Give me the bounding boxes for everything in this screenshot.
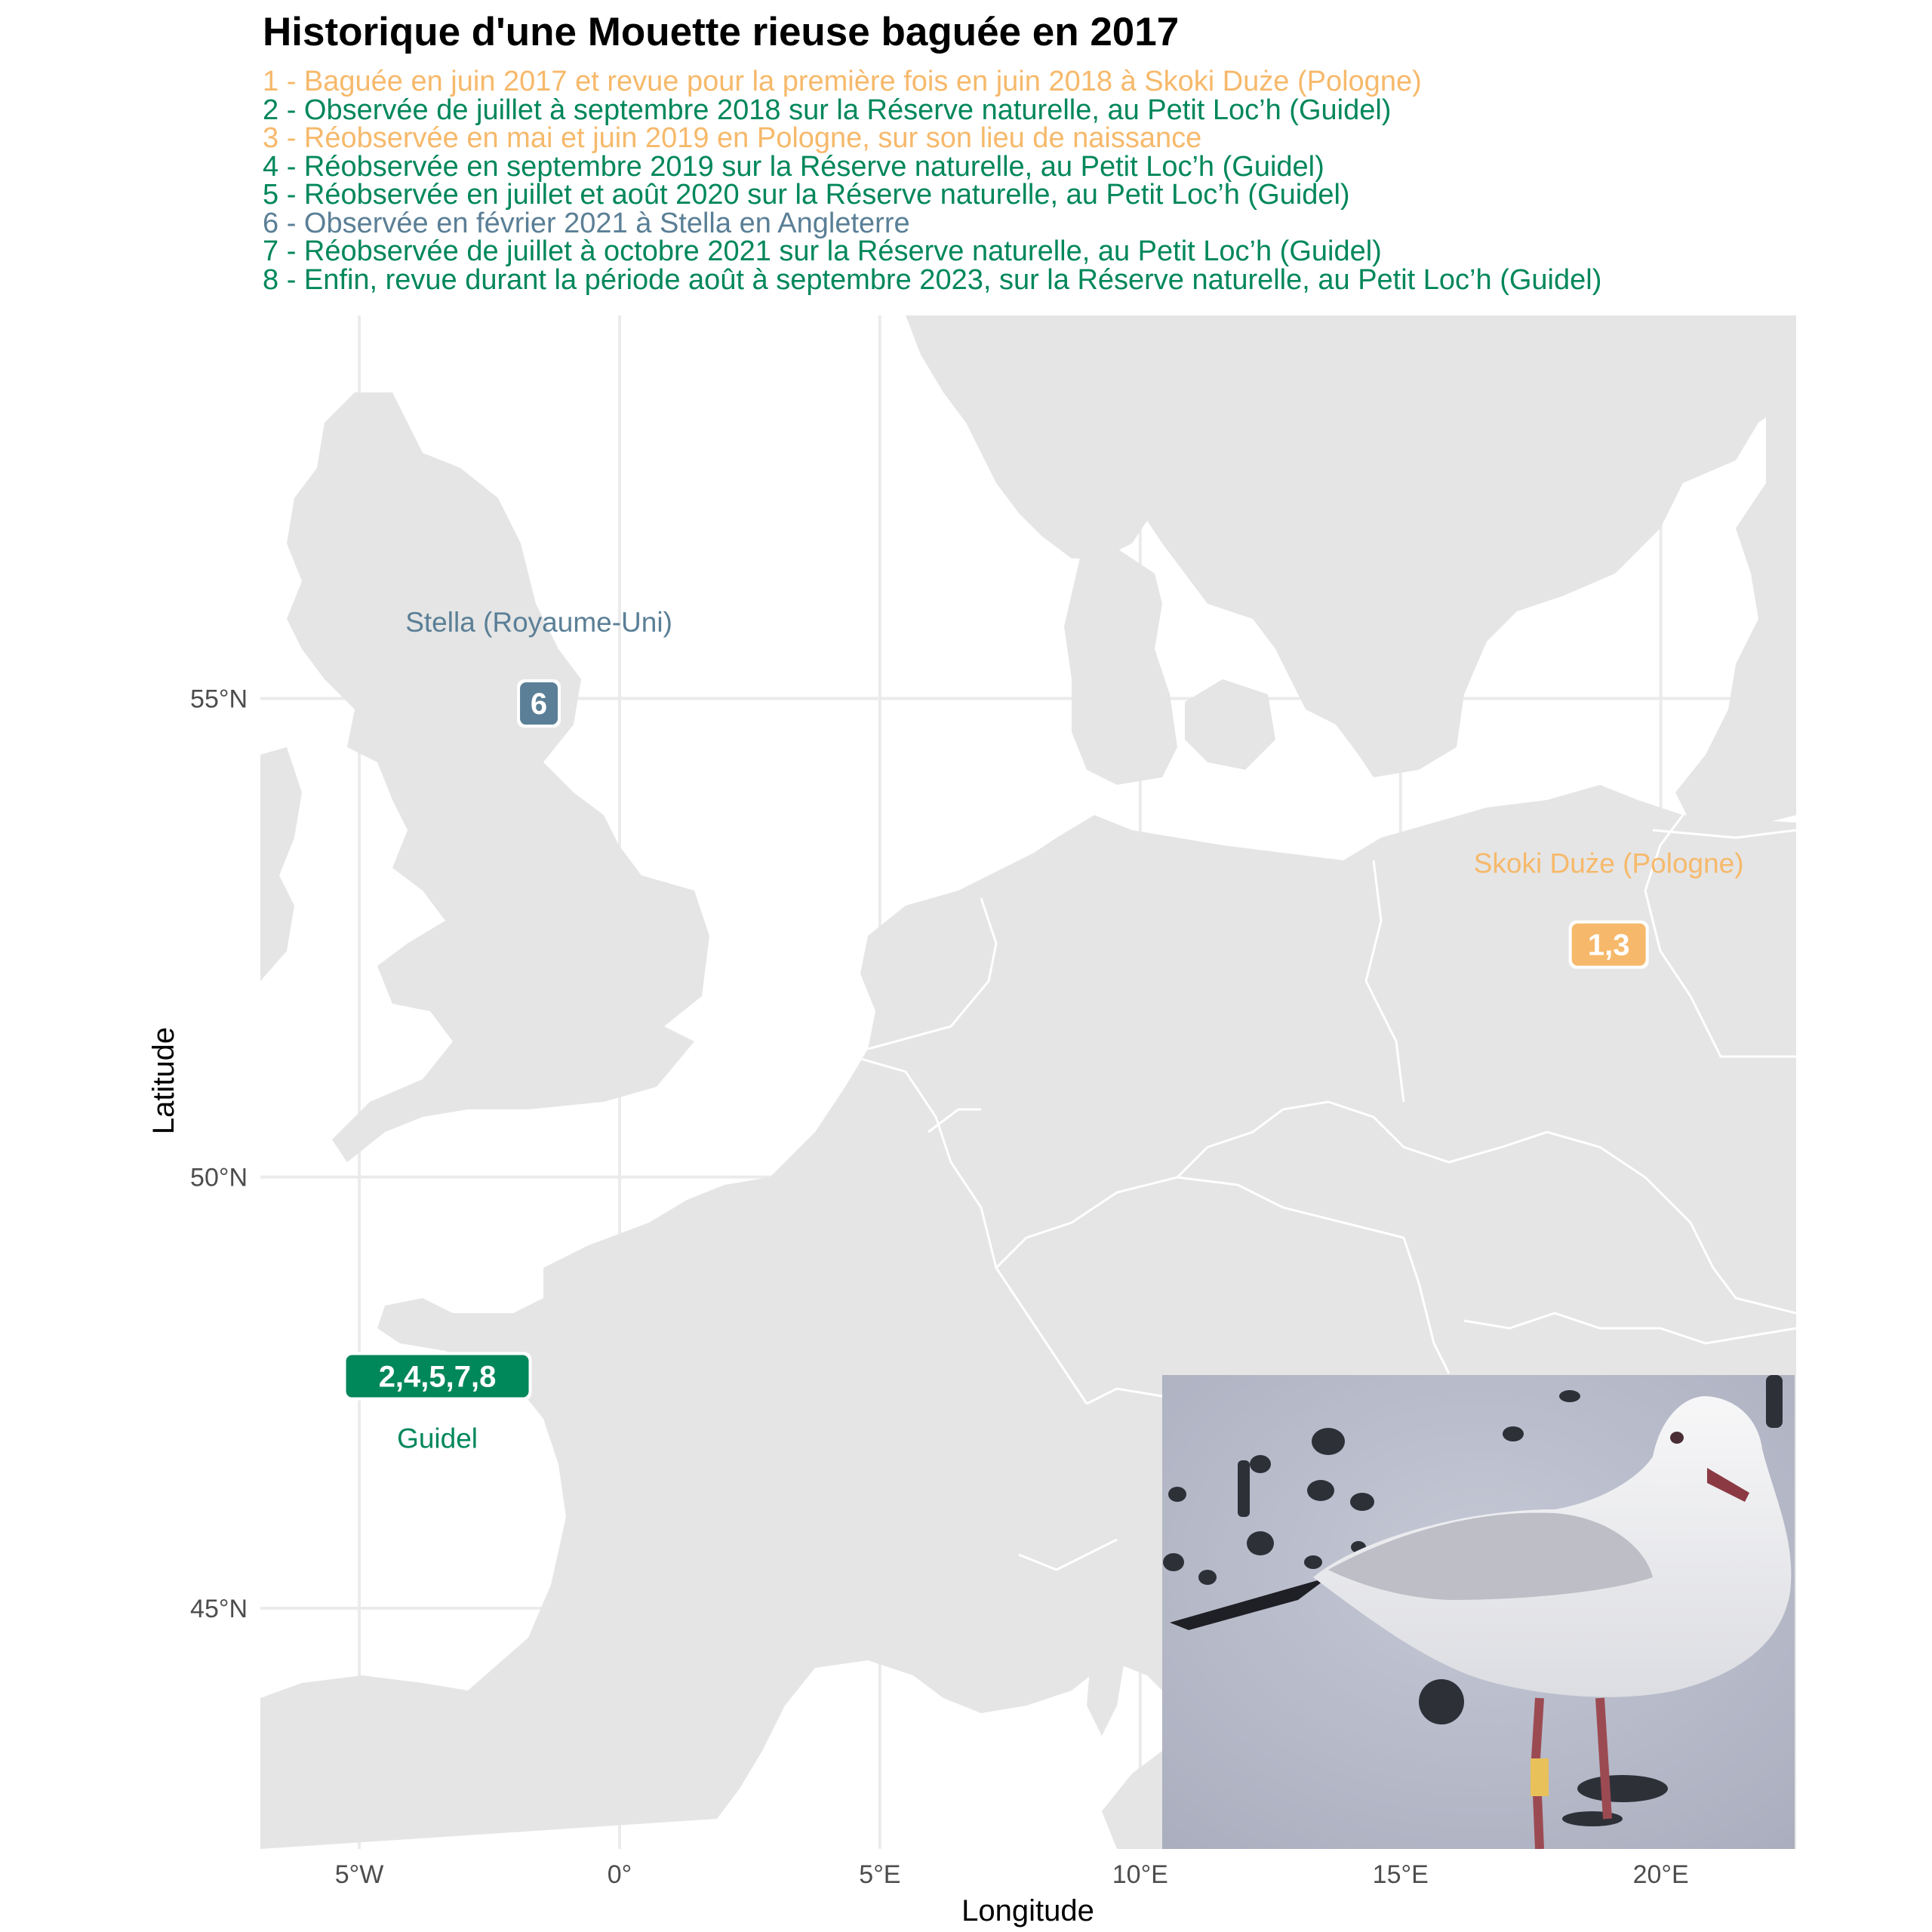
x-axis-title: Longitude <box>961 1894 1094 1927</box>
legend-line-8: 8 - Enfin, revue durant la période août à septembre 2023, sur la Réserve naturelle, au Petit Loc’h (Guidel) <box>263 263 1602 296</box>
legend-line-5: 5 - Réobservée en juillet et août 2020 sur la Réserve naturelle, au Petit Loc’h (Guidel) <box>263 179 1350 211</box>
x-axis-ticks <box>335 1860 1689 1889</box>
place-label: Skoki Duże (Pologne) <box>1473 848 1744 879</box>
legend-line-7: 7 - Réobservée de juillet à octobre 2021 sur la Réserve naturelle, au Petit Loc’h (Guidel) <box>263 235 1382 267</box>
badge-label: 2,4,5,7,8 <box>378 1360 497 1394</box>
legend-line-6: 6 - Observée en février 2021 à Stella en Angleterre <box>263 207 910 239</box>
legend-line-4: 4 - Réobservée en septembre 2019 sur la Réserve naturelle, au Petit Loc’h (Guidel) <box>263 150 1324 183</box>
gull-photo <box>1162 1375 1795 1849</box>
place-label: Guidel <box>397 1423 478 1454</box>
map-title: Historique d'une Mouette rieuse baguée en 2017 <box>263 10 1180 54</box>
x-tick-label: 5°W <box>334 1860 384 1889</box>
legend-line-1: 1 - Baguée en juin 2017 et revue pour la première fois en juin 2018 à Skoki Duże (Pologne) <box>263 66 1422 97</box>
x-tick-label: 5°E <box>859 1860 901 1889</box>
y-axis-title: Latitude <box>147 1026 180 1135</box>
y-tick-label: 55°N <box>190 685 248 714</box>
legend-line-3: 3 - Réobservée en mai et juin 2019 en Pologne, sur son lieu de naissance <box>263 122 1202 154</box>
place-label: Stella (Royaume-Uni) <box>405 607 672 638</box>
badge-label: 1,3 <box>1587 928 1630 962</box>
x-tick-label: 20°E <box>1632 1860 1689 1889</box>
x-tick-label: 10°E <box>1112 1860 1168 1889</box>
legend-line-2: 2 - Observée de juillet à septembre 2018 sur la Réserve naturelle, au Petit Loc’h (Guidel) <box>263 94 1392 126</box>
x-tick-label: 15°E <box>1372 1860 1429 1889</box>
y-tick-label: 50°N <box>190 1163 248 1192</box>
badge-label: 6 <box>530 688 548 721</box>
x-tick-label: 0° <box>607 1860 632 1889</box>
y-tick-label: 45°N <box>190 1594 248 1623</box>
y-axis-ticks <box>190 685 248 1623</box>
